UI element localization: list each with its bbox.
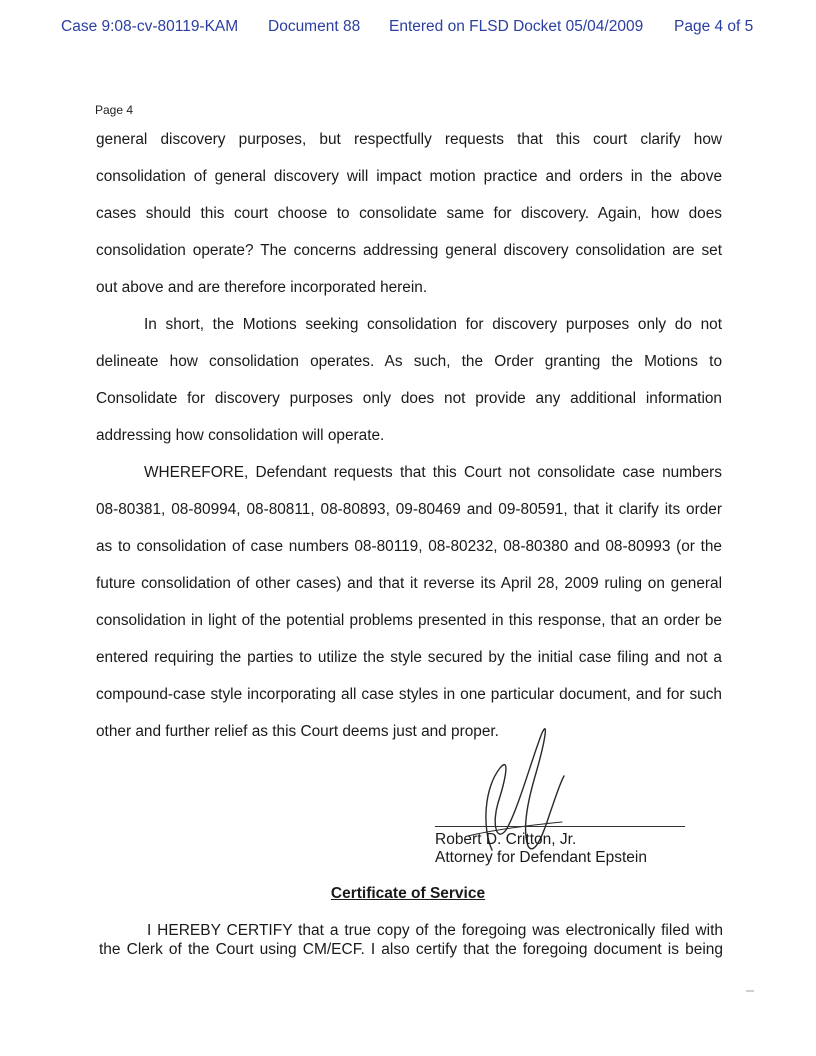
certificate-line-1: I HEREBY CERTIFY that a true copy of the foregoing was electronically filed with <box>147 922 723 939</box>
body-text <box>96 121 722 750</box>
header-page-count: Page 4 of 5 <box>674 18 754 35</box>
page-label: Page 4 <box>95 103 134 117</box>
header-document-number: Document 88 <box>268 18 361 35</box>
header-entered-date: Entered on FLSD Docket 05/04/2009 <box>389 18 644 35</box>
paragraph-wherefore: WHEREFORE, Defendant requests that this Court not consolidate case numbers 08-80381, 08-80994, 08-80811, 08-80893, 09-80469 and 09-80591, that it clarify its order as to consolidation of case numbers 08-80119, 08-80232, 08-80380 and 08-80993 (or the future consolidation of other cases) and that it reverse its April 28, 2009 ruling on general consolidation in light of the potential problems presented in this response, that an order be entered requiring the parties to utilize the style secured by the initial case filing and not a compound-case style incorporating all case styles in one particular document, and for such other and further relief as this Court deems just and proper. <box>96 464 722 740</box>
docket-header <box>0 18 816 42</box>
signer-title: Attorney for Defendant Epstein <box>435 849 647 866</box>
certificate-text <box>99 921 723 959</box>
paragraph-continued: general discovery purposes, but respectfully requests that this court clarify how consolidation of general discovery will impact motion practice and orders in the above cases should this court choose to consolidate same for discovery. Again, how does consolidation operate? The concerns addressing general discovery consolidation are set out above and are therefore incorporated herein. <box>96 131 722 296</box>
signer-name: Robert D. Critton, Jr. <box>435 831 577 848</box>
certificate-line-2: the Clerk of the Court using CM/ECF. I also certify that the foregoing document is being <box>99 941 723 958</box>
scan-speck <box>746 990 754 992</box>
paragraph-in-short: In short, the Motions seeking consolidation for discovery purposes only do not delineate how consolidation operates. As such, the Order granting the Motions to Consolidate for discovery purposes only does not provide any additional information addressing how consolidation will operate. <box>96 316 722 444</box>
signature-line <box>435 826 685 827</box>
certificate-heading: Certificate of Service <box>330 885 486 902</box>
header-case-number: Case 9:08-cv-80119-KAM <box>61 18 239 35</box>
